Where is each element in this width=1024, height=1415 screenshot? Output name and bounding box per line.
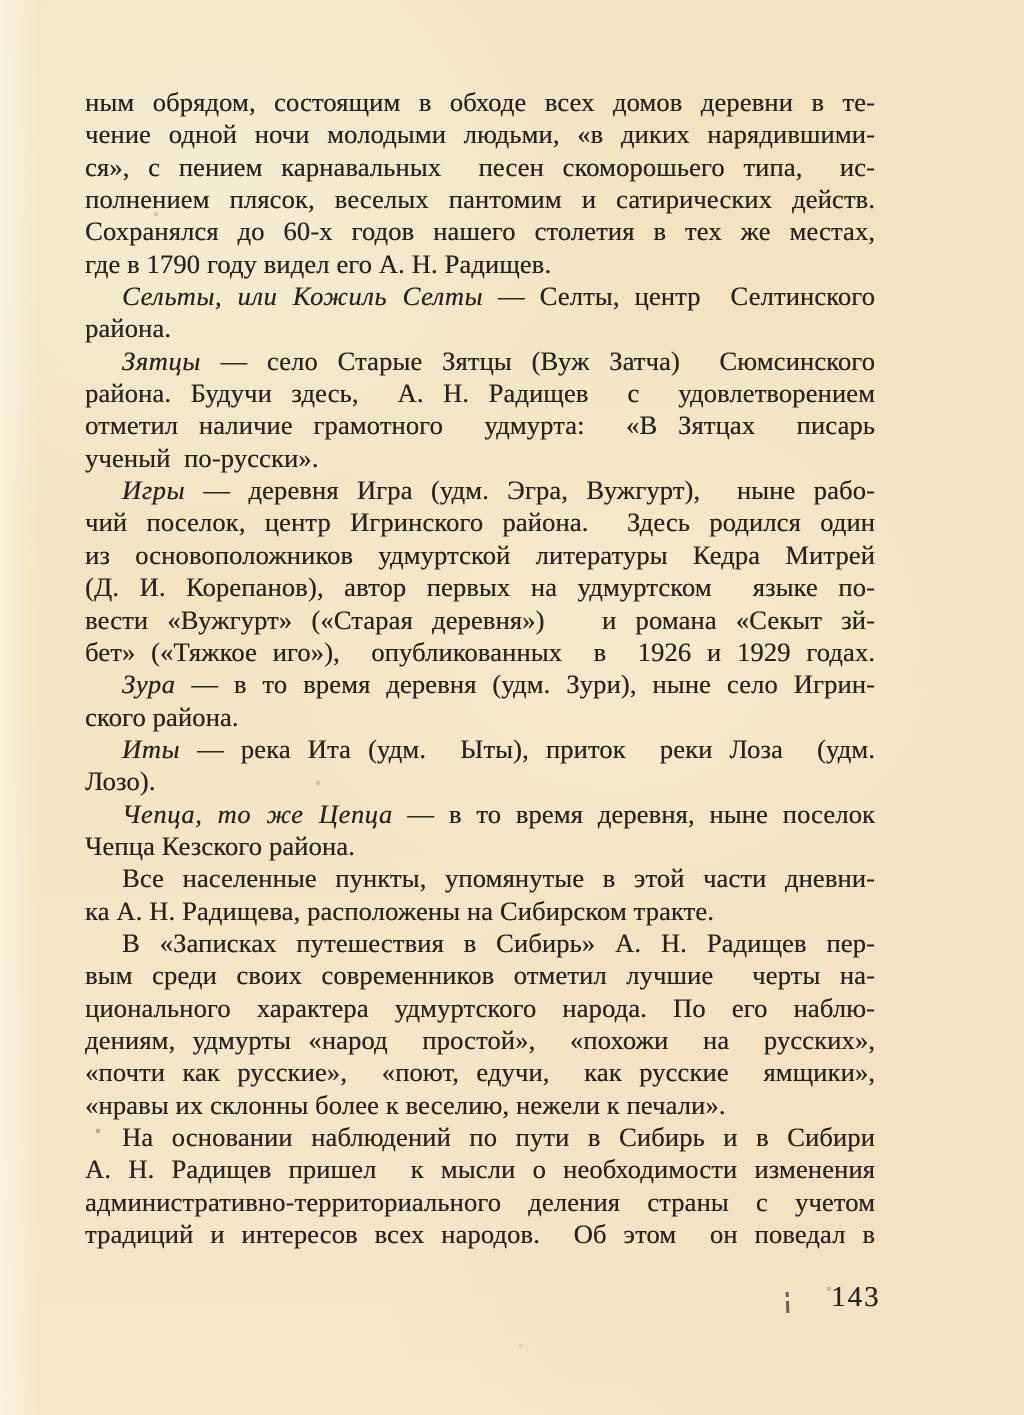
text-line	[85, 1089, 875, 1121]
italic-term: Зура	[122, 669, 176, 700]
text-run: Чепца Кезского района.	[85, 830, 355, 861]
text-run: ка А. Н. Радищева, расположены на Сибирском тракте.	[85, 895, 714, 926]
text-line	[85, 1153, 875, 1185]
text-line	[85, 733, 875, 765]
text-run: чение одной ночи молодыми людьми, «в диких нарядившими-	[85, 119, 875, 150]
text-line	[85, 345, 875, 377]
text-run: вести «Вужгурт» («Старая деревня») и романа «Секыт зй-	[85, 604, 875, 635]
text-run: ным обрядом, состоящим в обходе всех домов деревни в те-	[85, 87, 875, 117]
text-run: «почти как русские», «поют, едучи, как русские ямщики»,	[85, 1057, 875, 1088]
text-run: административно-территориального деления страны с учетом	[85, 1186, 875, 1217]
text-run: — Селты, центр Селтинского	[483, 281, 876, 312]
text-line	[85, 798, 875, 830]
text-run: традиций и интересов всех народов. Об этом он поведал в	[85, 1219, 875, 1250]
text-line	[85, 1186, 875, 1218]
text-line	[85, 1121, 875, 1153]
text-run: — деревня Игра (удм. Эгра, Вужгурт), ныне рабо-	[185, 475, 875, 506]
text-run: ционального характера удмуртского народа. По его наблю-	[85, 992, 875, 1023]
text-block	[85, 86, 875, 1250]
text-run: отметил наличие грамотного удмурта: «В Зятцах писарь	[85, 410, 875, 441]
text-run: А. Н. Радищев пришел к мысли о необходимости изменения	[85, 1154, 875, 1185]
text-line	[85, 539, 875, 571]
text-run: ся», с пением карнавальных песен скоморошьего типа, ис-	[85, 151, 875, 182]
text-run: — в то время деревня (удм. Зури), ныне село Игрин-	[175, 669, 875, 700]
text-run: ского района.	[85, 701, 239, 732]
text-run: вым среди своих современников отметил лучшие черты на-	[85, 960, 875, 991]
text-line	[85, 862, 875, 894]
text-line	[85, 992, 875, 1024]
text-line	[85, 151, 875, 183]
text-run: района.	[85, 313, 172, 344]
text-line	[85, 604, 875, 636]
text-line	[85, 312, 875, 344]
italic-term: Чепца, то же Цепца	[122, 798, 393, 829]
ink-artifact	[786, 1292, 790, 1313]
text-line	[85, 895, 875, 927]
text-line	[85, 442, 875, 474]
text-run: — река Ита (удм. Ыты), приток реки Лоза (удм.	[180, 733, 875, 764]
text-line	[85, 927, 875, 959]
text-run: полнением плясок, веселых пантомим и сатирических действ.	[85, 184, 875, 215]
text-run: (Д. И. Корепанов), автор первых на удмуртском языке по-	[85, 572, 875, 603]
text-line	[85, 1024, 875, 1056]
paper-speckles	[0, 0, 2, 2]
text-line	[85, 571, 875, 603]
text-run: На основании наблюдений по пути в Сибирь и в Сибири	[122, 1122, 875, 1152]
text-run: района. Будучи здесь, А. Н. Радищев с удовлетворением	[85, 378, 875, 409]
text-run: бет» («Тяжкое иго»), опубликованных в 1926 и 1929 годах.	[85, 636, 875, 667]
text-line	[85, 280, 875, 312]
italic-term: Игры	[122, 475, 186, 506]
text-line	[85, 636, 875, 668]
text-run: из основоположников удмуртской литературы Кедра Митрей	[85, 539, 875, 570]
text-line	[85, 474, 875, 506]
text-run: Сохранялся до 60-х годов нашего столетия в тех же местах,	[85, 216, 875, 247]
text-line	[85, 409, 875, 441]
text-line	[85, 668, 875, 700]
text-run: Лозо).	[85, 766, 156, 797]
text-line	[85, 248, 875, 280]
text-line	[85, 830, 875, 862]
text-run: Все населенные пункты, упомянутые в этой части дневни-	[122, 863, 875, 894]
text-run: где в 1790 году видел его А. Н. Радищев.	[85, 248, 552, 279]
text-run: дениям, удмурты «народ простой», «похожи на русских»,	[85, 1024, 875, 1055]
text-run: — в то время деревня, ныне поселок	[392, 798, 875, 829]
text-run: ученый по-русски».	[85, 442, 319, 473]
text-line	[85, 959, 875, 991]
text-line	[85, 1056, 875, 1088]
text-line	[85, 183, 875, 215]
text-line	[85, 118, 875, 150]
text-line	[85, 765, 875, 797]
text-line	[85, 701, 875, 733]
text-run: В «Записках путешествия в Сибирь» А. Н. Радищев пер-	[122, 927, 875, 958]
text-line	[85, 86, 875, 118]
text-line	[85, 377, 875, 409]
italic-term: Зятцы	[122, 345, 201, 376]
italic-term: Иты	[122, 733, 181, 764]
page-number: 143	[831, 1281, 881, 1313]
text-line	[85, 215, 875, 247]
text-line	[85, 506, 875, 538]
text-line	[85, 1218, 875, 1250]
italic-term: Сельты, или Кожиль Селты	[122, 281, 484, 312]
text-run: «нравы их склонны более к веселию, нежели к печали».	[85, 1089, 726, 1120]
text-run: чий поселок, центр Игринского района. Здесь родился один	[85, 507, 875, 538]
text-run: — село Старые Зятцы (Вуж Затча) Сюмсинского	[200, 345, 875, 376]
